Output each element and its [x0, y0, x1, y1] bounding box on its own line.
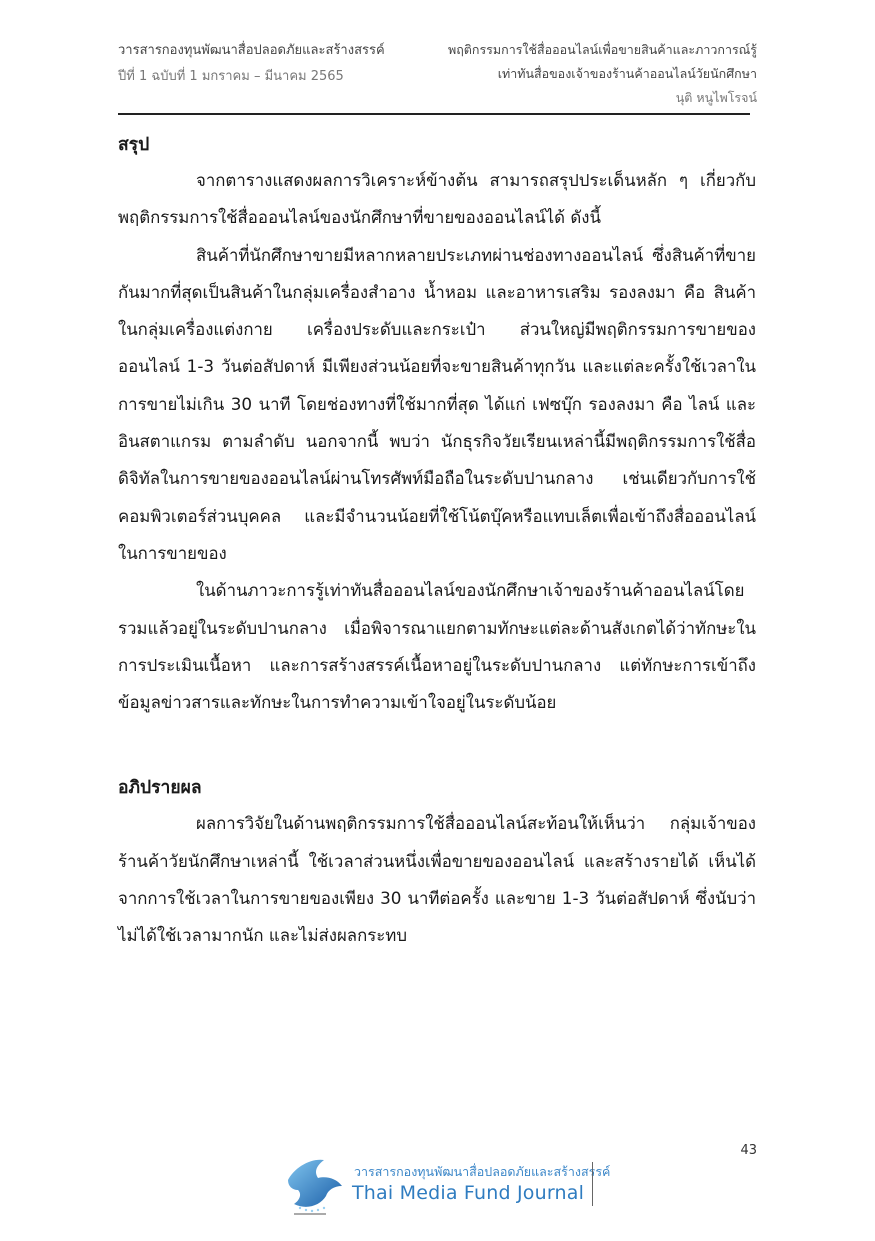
- running-header-right: [448, 38, 757, 110]
- issue-info: ปีที่ 1 ฉบับที่ 1 มกราคม – มีนาคม 2565: [118, 69, 344, 84]
- footer-journal-english: Thai Media Fund Journal: [352, 1182, 585, 1204]
- summary-paragraph-3: ในด้านภาวะการรู้เท่าทันสื่อออนไลน์ของนักศึกษาเจ้าของร้านค้าออนไลน์โดยรวมแล้วอยู่ในระดับปานกลาง เมื่อพิจารณาแยกตามทักษะแต่ละด้านสังเกตได้ว่าทักษะในการประเมินเนื้อหา และการสร้างสรรค์เนื้อหาอยู่ในระดับปานกลาง แต่ทักษะการเข้าถึงข้อมูลข่าวสารและทักษะในการทำความเข้าใจอยู่ในระดับน้อย: [118, 580, 756, 713]
- page-number: 43: [740, 1143, 757, 1158]
- article-title-line1: พฤติกรรมการใช้สื่อออนไลน์เพื่อขายสินค้าและภาวการณ์รู้: [447, 42, 757, 57]
- discussion-heading: อภิปรายผล: [118, 778, 202, 799]
- bird-logo-icon: [280, 1150, 352, 1220]
- header-divider: [118, 113, 750, 115]
- running-header-left: [118, 38, 385, 90]
- summary-heading: สรุป: [118, 135, 150, 155]
- journal-footer-logo: [280, 1150, 610, 1220]
- summary-paragraph-2: สินค้าที่นักศึกษาขายมีหลากหลายประเภทผ่านช่องทางออนไลน์ ซึ่งสินค้าที่ขายกันมากที่สุดเป็นสินค้าในกลุ่มเครื่องสำอาง น้ำหอม และอาหารเสริม รองลงมา คือ สินค้าในกลุ่มเครื่องแต่งกาย เครื่องประดับและกระเป๋า ส่วนใหญ่มีพฤติกรรมการขายของออนไลน์ 1-3 วันต่อสัปดาห์ มีเพียงส่วนน้อยที่จะขายสินค้าทุกวัน และแต่ละครั้งใช้เวลาในการขายไม่เกิน 30 นาที โดยช่องทางที่ใช้มากที่สุด ได้แก่ เฟซบุ๊ก รองลงมา คือ ไลน์ และอินสตาแกรม ตามลำดับ นอกจากนี้ พบว่า นักธุรกิจวัยเรียนเหล่านี้มีพฤติกรรมการใช้สื่อดิจิทัลในการขายของออนไลน์ผ่านโทรศัพท์มือถือในระดับปานกลาง เช่นเดียวกับการใช้คอมพิวเตอร์ส่วนบุคคล และมีจำนวนน้อยที่ใช้โน้ตบุ๊คหรือแทบเล็ตเพื่อเข้าถึงสื่อออนไลน์ในการขายของ: [118, 244, 756, 563]
- footer-journal-thai: วารสารกองทุนพัฒนาสื่อปลอดภัยและสร้างสรรค์: [354, 1164, 611, 1179]
- footer-divider: [592, 1162, 593, 1206]
- article-title-line2: เท่าทันสื่อของเจ้าของร้านค้าออนไลน์วัยนักศึกษา: [497, 66, 757, 81]
- journal-name: วารสารกองทุนพัฒนาสื่อปลอดภัยและสร้างสรรค์: [118, 43, 385, 58]
- author-name: นุติ หนูไพโรจน์: [675, 90, 757, 105]
- summary-paragraph-1: จากตารางแสดงผลการวิเคราะห์ข้างต้น สามารถสรุปประเด็นหลัก ๆ เกี่ยวกับพฤติกรรมการใช้สื่อออนไลน์ของนักศึกษาที่ขายของออนไลน์ได้ ดังนี้: [118, 170, 756, 228]
- page-body: [118, 128, 756, 955]
- discussion-paragraph-1: ผลการวิจัยในด้านพฤติกรรมการใช้สื่อออนไลน์สะท้อนให้เห็นว่า กลุ่มเจ้าของร้านค้าวัยนักศึกษาเหล่านี้ ใช้เวลาส่วนหนึ่งเพื่อขายของออนไลน์ และสร้างรายได้ เห็นได้จากการใช้เวลาในการขายของเพียง 30 นาทีต่อครั้ง และขาย 1-3 วันต่อสัปดาห์ ซึ่งนับว่าไม่ได้ใช้เวลามากนัก และไม่ส่งผลกระทบ: [118, 813, 756, 946]
